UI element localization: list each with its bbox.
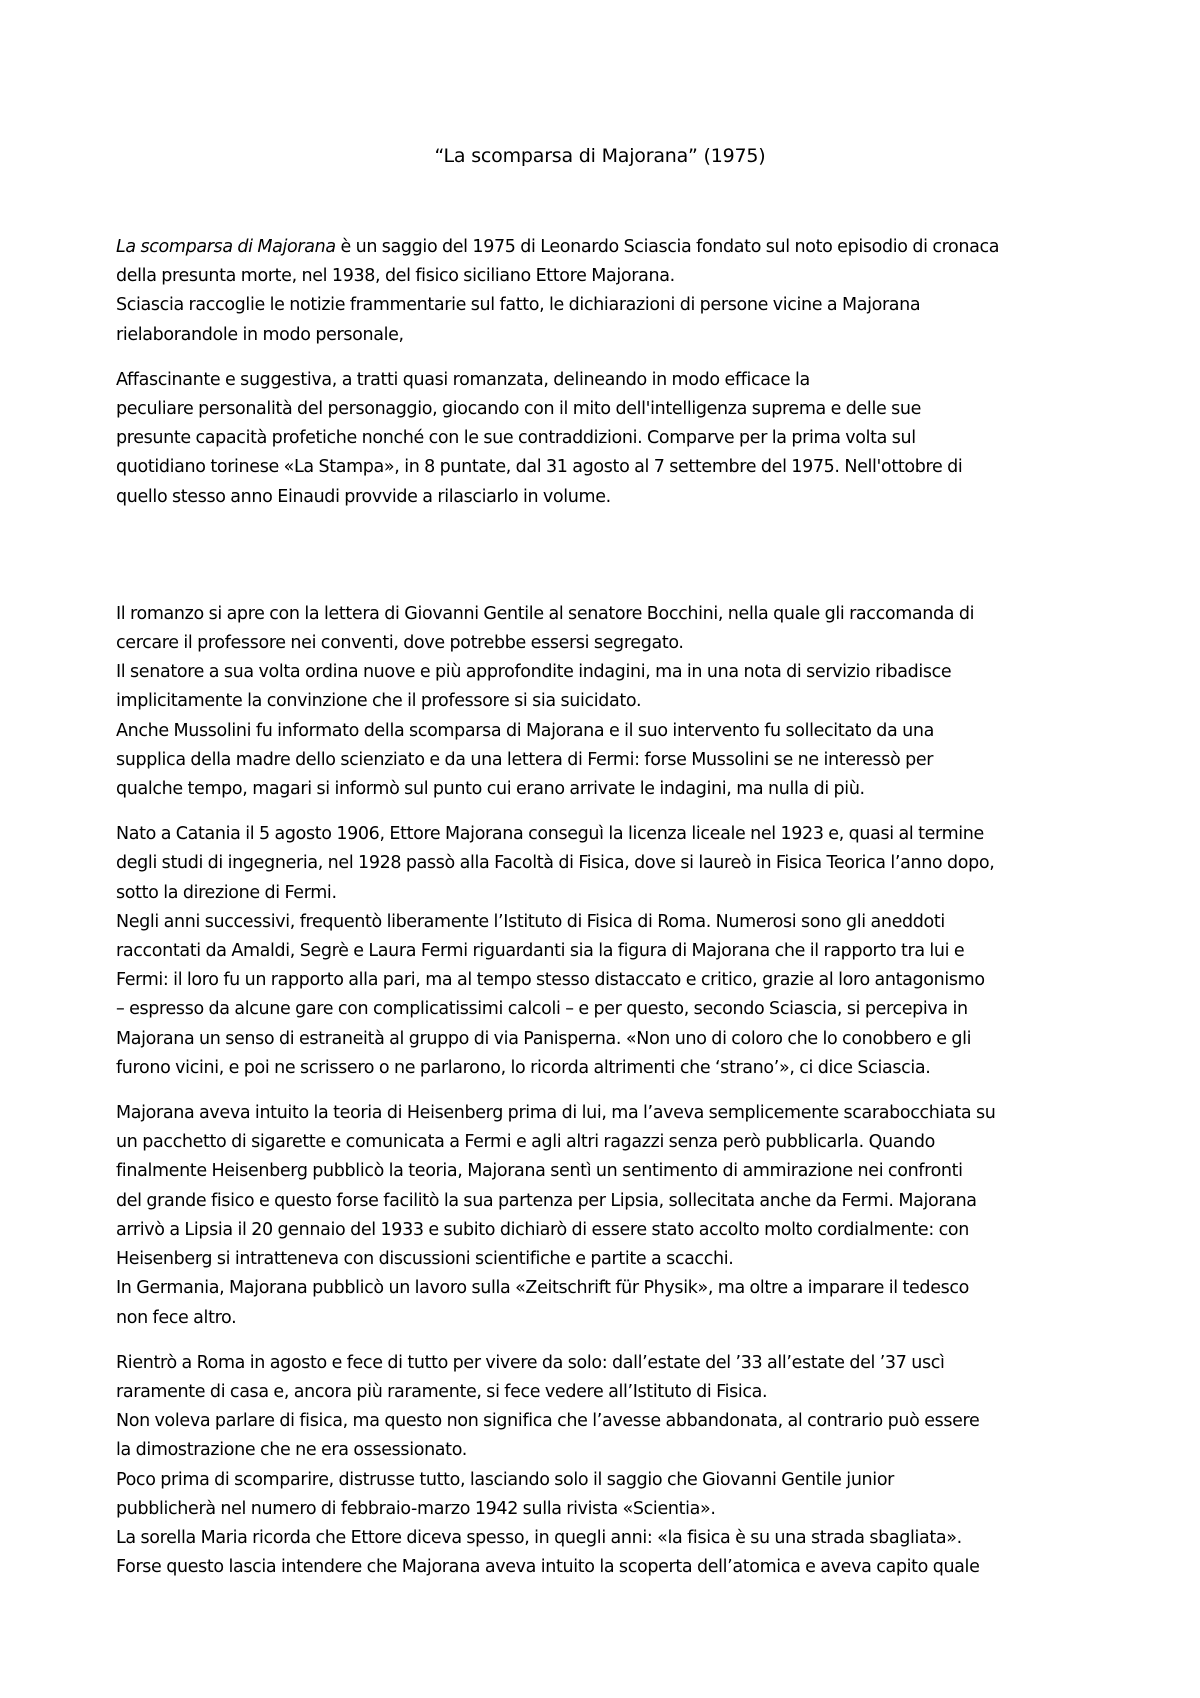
paragraph-return-to-rome: [116, 1349, 1096, 1583]
paragraph-line: Poco prima di scomparire, distrusse tutto, lasciando solo il saggio che Giovanni Gentile junior: [116, 1469, 895, 1490]
paragraph-line: pubblicherà nel numero di febbraio-marzo 1942 sulla rivista «Scientia».: [116, 1498, 716, 1519]
paragraph-line: Affascinante e suggestiva, a tratti quasi romanzata, delineando in modo efficace la: [116, 369, 810, 390]
paragraph-line-text: è un saggio del 1975 di Leonardo Sciascia fondato sul noto episodio di cronaca: [335, 237, 1000, 257]
paragraph-line: quello stesso anno Einaudi provvide a rilasciarlo in volume.: [116, 486, 611, 507]
paragraph-line: sotto la direzione di Fermi.: [116, 882, 337, 903]
paragraph-line: In Germania, Majorana pubblicò un lavoro sulla «Zeitschrift für Physik», ma oltre a imparare il tedesco: [116, 1278, 970, 1299]
paragraph-line: raramente di casa e, ancora più raramente, si fece vedere all’Istituto di Fisica.: [116, 1381, 768, 1402]
paragraph-line: Majorana un senso di estraneità al gruppo di via Panisperna. «Non uno di coloro che lo conobbero e gli: [116, 1028, 972, 1049]
paragraph-spacer: [116, 512, 1096, 600]
paragraph-line: Non voleva parlare di fisica, ma questo non significa che l’avesse abbandonata, al contrario può essere: [116, 1411, 980, 1432]
paragraph-line: qualche tempo, magari si informò sul punto cui erano arrivate le indagini, ma nulla di più.: [116, 779, 865, 800]
paragraph-line: del grande fisico e questo forse facilitò la sua partenza per Lipsia, sollecitata anche da Fermi. Majorana: [116, 1190, 977, 1211]
book-title-italic: La scomparsa di Majorana: [116, 237, 336, 257]
paragraph-line: Nato a Catania il 5 agosto 1906, Ettore Majorana conseguì la licenza liceale nel 1923 e, quasi al termine: [116, 824, 984, 845]
paragraph-line: Majorana aveva intuito la teoria di Heisenberg prima di lui, ma l’aveva semplicemente scarabocchiata su: [116, 1103, 996, 1124]
paragraph-line: Heisenberg si intratteneva con discussioni scientifiche e partite a scacchi.: [116, 1249, 734, 1270]
paragraph-spacer: [116, 804, 1096, 820]
paragraph-line: Sciascia raccoglie le notizie frammentarie sul fatto, le dichiarazioni di persone vicine a Majorana: [116, 295, 921, 316]
paragraph-spacer: [116, 350, 1096, 366]
paragraph-line: non fece altro.: [116, 1307, 237, 1328]
paragraph-line: Forse questo lascia intendere che Majorana aveva intuito la scoperta dell’atomica e aveva capito quale: [116, 1557, 980, 1578]
paragraph-line: peculiare personalità del personaggio, giocando con il mito dell'intelligenza suprema e delle sue: [116, 399, 922, 420]
paragraph-line: rielaborandole in modo personale,: [116, 324, 404, 345]
paragraph-line: degli studi di ingegneria, nel 1928 passò alla Facoltà di Fisica, dove si laureò in Fisica Teorica l’anno dopo,: [116, 853, 995, 874]
paragraph-line: presunte capacità profetiche nonché con le sue contraddizioni. Comparve per la prima volta sul: [116, 428, 916, 449]
paragraph-line: – espresso da alcune gare con complicatissimi calcoli – e per questo, secondo Sciascia, si percepiva in: [116, 999, 968, 1020]
paragraph-line: implicitamente la convinzione che il professore si sia suicidato.: [116, 691, 642, 712]
paragraph-line: La sorella Maria ricorda che Ettore diceva spesso, in quegli anni: «la fisica è su una strada sbagliata».: [116, 1527, 962, 1548]
paragraph-line: Il senatore a sua volta ordina nuove e più approfondite indagini, ma in una nota di servizio ribadisce: [116, 662, 952, 683]
paragraph-line: della presunta morte, nel 1938, del fisico siciliano Ettore Majorana.: [116, 266, 675, 287]
paragraph-biography: [116, 820, 1096, 1083]
paragraph-line: finalmente Heisenberg pubblicò la teoria, Majorana sentì un sentimento di ammirazione nei confronti: [116, 1161, 963, 1182]
document-body: [116, 233, 1096, 1582]
paragraph-spacer: [116, 1083, 1096, 1099]
paragraph-line: Anche Mussolini fu informato della scomparsa di Majorana e il suo intervento fu sollecitato da una: [116, 720, 934, 741]
paragraph-line: Fermi: il loro fu un rapporto alla pari, ma al tempo stesso distaccato e critico, grazie al loro antagonismo: [116, 970, 985, 991]
paragraph-line: arrivò a Lipsia il 20 gennaio del 1933 e subito dichiarò di essere stato accolto molto cordialmente: con: [116, 1219, 969, 1240]
paragraph-line: [116, 233, 1096, 262]
paragraph-line: supplica della madre dello scienziato e da una lettera di Fermi: forse Mussolini se ne interessò per: [116, 749, 934, 770]
paragraph-line: Negli anni successivi, frequentò liberamente l’Istituto di Fisica di Roma. Numerosi sono gli aneddoti: [116, 911, 945, 932]
paragraph-line: la dimostrazione che ne era ossessionato.: [116, 1440, 467, 1461]
paragraph-line: un pacchetto di sigarette e comunicata a Fermi e agli altri ragazzi senza però pubblicarla. Quando: [116, 1132, 935, 1153]
paragraph-opening: [116, 600, 1096, 804]
document-title: “La scomparsa di Majorana” (1975): [434, 145, 766, 167]
paragraph-line: Rientrò a Roma in agosto e fece di tutto per vivere da solo: dall’estate del ’33 all’estate del ’37 uscì: [116, 1352, 945, 1373]
paragraph-line: raccontati da Amaldi, Segrè e Laura Fermi riguardanti sia la figura di Majorana che il rapporto tra lui e: [116, 941, 965, 962]
paragraph-line: furono vicini, e poi ne scrissero o ne parlarono, lo ricorda altrimenti che ‘strano’», ci dice Sciascia.: [116, 1057, 931, 1078]
paragraph-line: quotidiano torinese «La Stampa», in 8 puntate, dal 31 agosto al 7 settembre del 1975. Nell'ottobre di: [116, 457, 963, 478]
paragraph-description: [116, 366, 1096, 512]
paragraph-spacer: [116, 1333, 1096, 1349]
paragraph-line: cercare il professore nei conventi, dove potrebbe essersi segregato.: [116, 633, 684, 654]
paragraph-line: Il romanzo si apre con la lettera di Giovanni Gentile al senatore Bocchini, nella quale gli raccomanda di: [116, 603, 975, 624]
paragraph-heisenberg: [116, 1099, 1096, 1333]
paragraph-intro: [116, 233, 1096, 350]
